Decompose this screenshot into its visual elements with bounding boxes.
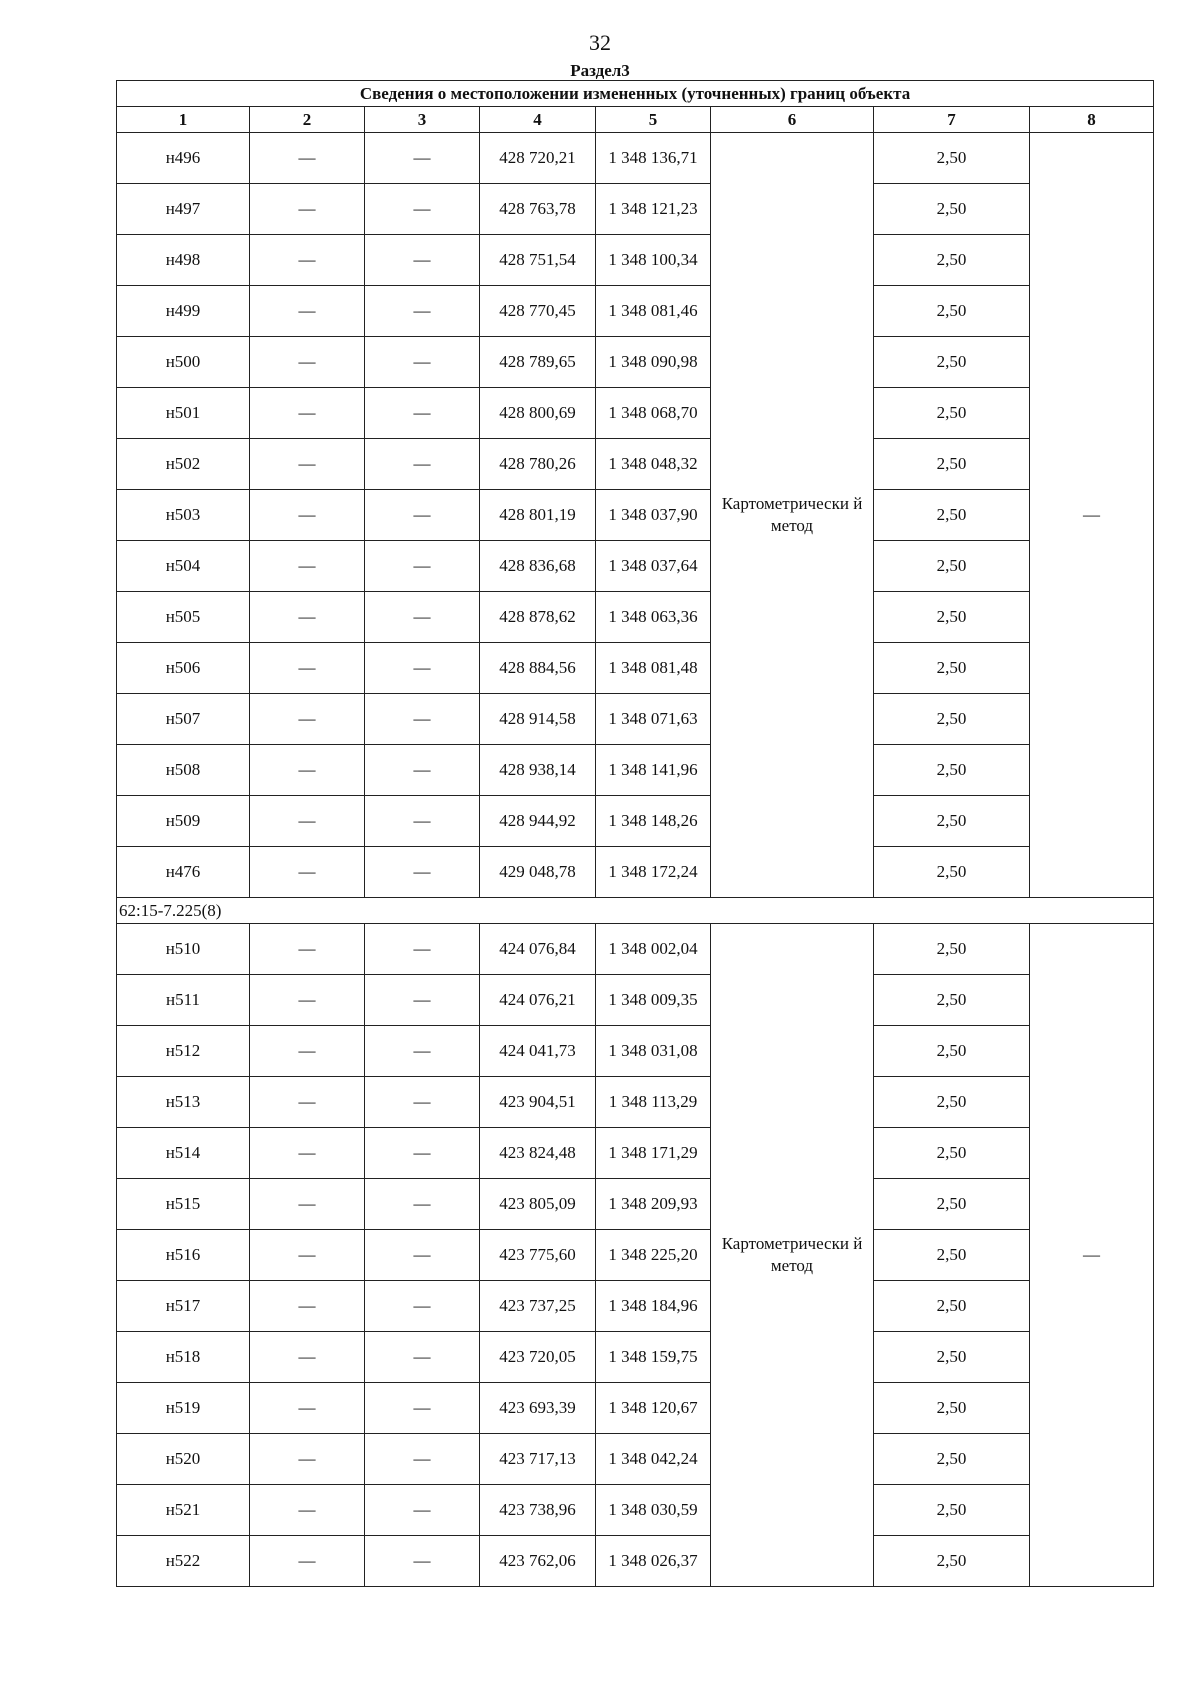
accuracy-value: 2,50 — [874, 745, 1030, 796]
table-row — [117, 796, 1154, 847]
point-name: н520 — [117, 1434, 250, 1485]
point-name: н506 — [117, 643, 250, 694]
column-number: 6 — [711, 107, 874, 133]
point-name: н503 — [117, 490, 250, 541]
table-row — [117, 1179, 1154, 1230]
column-2-value: — — [250, 439, 365, 490]
accuracy-value: 2,50 — [874, 133, 1030, 184]
y-coordinate: 1 348 030,59 — [596, 1485, 711, 1536]
accuracy-value: 2,50 — [874, 1128, 1030, 1179]
column-3-value: — — [365, 133, 480, 184]
y-coordinate: 1 348 068,70 — [596, 388, 711, 439]
column-number: 4 — [480, 107, 596, 133]
column-3-value: — — [365, 1485, 480, 1536]
accuracy-value: 2,50 — [874, 796, 1030, 847]
column-2-value: — — [250, 745, 365, 796]
y-coordinate: 1 348 071,63 — [596, 694, 711, 745]
accuracy-value: 2,50 — [874, 337, 1030, 388]
accuracy-value: 2,50 — [874, 1281, 1030, 1332]
x-coordinate: 423 775,60 — [480, 1230, 596, 1281]
column-3-value: — — [365, 694, 480, 745]
column-3-value: — — [365, 1434, 480, 1485]
table-row — [117, 133, 1154, 184]
column-number: 1 — [117, 107, 250, 133]
x-coordinate: 428 720,21 — [480, 133, 596, 184]
column-3-value: — — [365, 1179, 480, 1230]
y-coordinate: 1 348 063,36 — [596, 592, 711, 643]
table-row — [117, 1077, 1154, 1128]
column-3-value: — — [365, 847, 480, 898]
point-name: н521 — [117, 1485, 250, 1536]
accuracy-value: 2,50 — [874, 975, 1030, 1026]
x-coordinate: 428 878,62 — [480, 592, 596, 643]
column-3-value: — — [365, 1536, 480, 1587]
point-name: н517 — [117, 1281, 250, 1332]
table-row — [117, 235, 1154, 286]
point-name: н508 — [117, 745, 250, 796]
column-2-value: — — [250, 1332, 365, 1383]
accuracy-value: 2,50 — [874, 1230, 1030, 1281]
column-3-value: — — [365, 643, 480, 694]
y-coordinate: 1 348 081,48 — [596, 643, 711, 694]
accuracy-value: 2,50 — [874, 924, 1030, 975]
column-3-value: — — [365, 796, 480, 847]
y-coordinate: 1 348 120,67 — [596, 1383, 711, 1434]
table-row — [117, 1128, 1154, 1179]
x-coordinate: 428 770,45 — [480, 286, 596, 337]
column-8-value: — — [1030, 924, 1154, 1587]
point-name: н519 — [117, 1383, 250, 1434]
table-row — [117, 1434, 1154, 1485]
determination-method: Картометрически й метод — [711, 924, 874, 1587]
column-2-value: — — [250, 133, 365, 184]
coordinates-table — [116, 80, 1154, 1587]
y-coordinate: 1 348 159,75 — [596, 1332, 711, 1383]
x-coordinate: 428 938,14 — [480, 745, 596, 796]
x-coordinate: 424 076,84 — [480, 924, 596, 975]
point-name: н518 — [117, 1332, 250, 1383]
x-coordinate: 428 751,54 — [480, 235, 596, 286]
y-coordinate: 1 348 171,29 — [596, 1128, 711, 1179]
point-name: н516 — [117, 1230, 250, 1281]
x-coordinate: 428 801,19 — [480, 490, 596, 541]
column-2-value: — — [250, 184, 365, 235]
column-3-value: — — [365, 1077, 480, 1128]
column-2-value: — — [250, 643, 365, 694]
point-name: н509 — [117, 796, 250, 847]
column-2-value: — — [250, 541, 365, 592]
x-coordinate: 424 076,21 — [480, 975, 596, 1026]
column-3-value: — — [365, 1383, 480, 1434]
x-coordinate: 428 780,26 — [480, 439, 596, 490]
column-2-value: — — [250, 924, 365, 975]
column-2-value: — — [250, 694, 365, 745]
y-coordinate: 1 348 081,46 — [596, 286, 711, 337]
column-2-value: — — [250, 490, 365, 541]
column-3-value: — — [365, 235, 480, 286]
table-row — [117, 975, 1154, 1026]
x-coordinate: 423 717,13 — [480, 1434, 596, 1485]
point-name: н496 — [117, 133, 250, 184]
column-number: 3 — [365, 107, 480, 133]
column-2-value: — — [250, 1230, 365, 1281]
table-row — [117, 1536, 1154, 1587]
accuracy-value: 2,50 — [874, 1332, 1030, 1383]
point-name: н511 — [117, 975, 250, 1026]
accuracy-value: 2,50 — [874, 847, 1030, 898]
column-2-value: — — [250, 286, 365, 337]
x-coordinate: 423 762,06 — [480, 1536, 596, 1587]
point-name: н497 — [117, 184, 250, 235]
accuracy-value: 2,50 — [874, 1179, 1030, 1230]
x-coordinate: 428 800,69 — [480, 388, 596, 439]
x-coordinate: 423 693,39 — [480, 1383, 596, 1434]
column-3-value: — — [365, 184, 480, 235]
column-2-value: — — [250, 1026, 365, 1077]
accuracy-value: 2,50 — [874, 1485, 1030, 1536]
point-name: н476 — [117, 847, 250, 898]
point-name: н513 — [117, 1077, 250, 1128]
column-number: 7 — [874, 107, 1030, 133]
accuracy-value: 2,50 — [874, 541, 1030, 592]
x-coordinate: 428 836,68 — [480, 541, 596, 592]
x-coordinate: 423 805,09 — [480, 1179, 596, 1230]
point-name: н498 — [117, 235, 250, 286]
group-label: 62:15-7.225(8) — [117, 898, 1154, 924]
y-coordinate: 1 348 009,35 — [596, 975, 711, 1026]
section-label: Раздел3 — [570, 61, 630, 80]
column-3-value: — — [365, 541, 480, 592]
table-row — [117, 184, 1154, 235]
column-2-value: — — [250, 975, 365, 1026]
column-3-value: — — [365, 1332, 480, 1383]
y-coordinate: 1 348 113,29 — [596, 1077, 711, 1128]
column-number: 2 — [250, 107, 365, 133]
column-2-value: — — [250, 592, 365, 643]
column-3-value: — — [365, 975, 480, 1026]
y-coordinate: 1 348 225,20 — [596, 1230, 711, 1281]
x-coordinate: 423 824,48 — [480, 1128, 596, 1179]
column-2-value: — — [250, 1383, 365, 1434]
table-row — [117, 924, 1154, 975]
point-name: н522 — [117, 1536, 250, 1587]
table-row — [117, 439, 1154, 490]
y-coordinate: 1 348 172,24 — [596, 847, 711, 898]
column-3-value: — — [365, 439, 480, 490]
y-coordinate: 1 348 026,37 — [596, 1536, 711, 1587]
table-row — [117, 1485, 1154, 1536]
accuracy-value: 2,50 — [874, 643, 1030, 694]
table-row — [117, 1383, 1154, 1434]
page-number: 32 — [589, 30, 611, 55]
x-coordinate: 428 914,58 — [480, 694, 596, 745]
x-coordinate: 428 789,65 — [480, 337, 596, 388]
table-row — [117, 1281, 1154, 1332]
y-coordinate: 1 348 121,23 — [596, 184, 711, 235]
x-coordinate: 423 738,96 — [480, 1485, 596, 1536]
column-2-value: — — [250, 1179, 365, 1230]
column-3-value: — — [365, 1281, 480, 1332]
column-2-value: — — [250, 796, 365, 847]
point-name: н499 — [117, 286, 250, 337]
column-3-value: — — [365, 592, 480, 643]
accuracy-value: 2,50 — [874, 439, 1030, 490]
table-row — [117, 1230, 1154, 1281]
x-coordinate: 428 763,78 — [480, 184, 596, 235]
column-3-value: — — [365, 924, 480, 975]
accuracy-value: 2,50 — [874, 388, 1030, 439]
determination-method: Картометрически й метод — [711, 133, 874, 898]
y-coordinate: 1 348 209,93 — [596, 1179, 711, 1230]
column-3-value: — — [365, 490, 480, 541]
accuracy-value: 2,50 — [874, 490, 1030, 541]
accuracy-value: 2,50 — [874, 1434, 1030, 1485]
accuracy-value: 2,50 — [874, 1077, 1030, 1128]
table-row — [117, 847, 1154, 898]
table-row — [117, 388, 1154, 439]
column-2-value: — — [250, 847, 365, 898]
table-row — [117, 592, 1154, 643]
point-name: н501 — [117, 388, 250, 439]
y-coordinate: 1 348 048,32 — [596, 439, 711, 490]
y-coordinate: 1 348 141,96 — [596, 745, 711, 796]
column-3-value: — — [365, 388, 480, 439]
y-coordinate: 1 348 042,24 — [596, 1434, 711, 1485]
y-coordinate: 1 348 100,34 — [596, 235, 711, 286]
table-row — [117, 490, 1154, 541]
point-name: н510 — [117, 924, 250, 975]
table-row — [117, 286, 1154, 337]
x-coordinate: 423 904,51 — [480, 1077, 596, 1128]
x-coordinate: 428 884,56 — [480, 643, 596, 694]
accuracy-value: 2,50 — [874, 235, 1030, 286]
x-coordinate: 423 720,05 — [480, 1332, 596, 1383]
table-row — [117, 643, 1154, 694]
point-name: н502 — [117, 439, 250, 490]
table-row — [117, 745, 1154, 796]
accuracy-value: 2,50 — [874, 1383, 1030, 1434]
column-2-value: — — [250, 337, 365, 388]
y-coordinate: 1 348 148,26 — [596, 796, 711, 847]
point-name: н507 — [117, 694, 250, 745]
accuracy-value: 2,50 — [874, 1026, 1030, 1077]
table-row — [117, 541, 1154, 592]
column-3-value: — — [365, 337, 480, 388]
accuracy-value: 2,50 — [874, 286, 1030, 337]
table-row — [117, 337, 1154, 388]
table-caption: Сведения о местоположении измененных (уточненных) границ объекта — [117, 81, 1154, 107]
y-coordinate: 1 348 037,64 — [596, 541, 711, 592]
table-row — [117, 694, 1154, 745]
column-2-value: — — [250, 235, 365, 286]
column-2-value: — — [250, 1434, 365, 1485]
column-3-value: — — [365, 286, 480, 337]
x-coordinate: 423 737,25 — [480, 1281, 596, 1332]
column-number-row — [117, 107, 1154, 133]
y-coordinate: 1 348 037,90 — [596, 490, 711, 541]
y-coordinate: 1 348 136,71 — [596, 133, 711, 184]
y-coordinate: 1 348 090,98 — [596, 337, 711, 388]
column-number: 5 — [596, 107, 711, 133]
group-label-row — [117, 898, 1154, 924]
column-2-value: — — [250, 1536, 365, 1587]
table-body — [117, 133, 1154, 1587]
column-2-value: — — [250, 1128, 365, 1179]
column-2-value: — — [250, 1281, 365, 1332]
point-name: н512 — [117, 1026, 250, 1077]
accuracy-value: 2,50 — [874, 184, 1030, 235]
column-3-value: — — [365, 1026, 480, 1077]
accuracy-value: 2,50 — [874, 1536, 1030, 1587]
column-2-value: — — [250, 388, 365, 439]
column-3-value: — — [365, 745, 480, 796]
y-coordinate: 1 348 031,08 — [596, 1026, 711, 1077]
column-2-value: — — [250, 1077, 365, 1128]
point-name: н500 — [117, 337, 250, 388]
column-number: 8 — [1030, 107, 1154, 133]
table-row — [117, 1332, 1154, 1383]
point-name: н504 — [117, 541, 250, 592]
y-coordinate: 1 348 002,04 — [596, 924, 711, 975]
accuracy-value: 2,50 — [874, 592, 1030, 643]
column-2-value: — — [250, 1485, 365, 1536]
column-8-value: — — [1030, 133, 1154, 898]
accuracy-value: 2,50 — [874, 694, 1030, 745]
point-name: н515 — [117, 1179, 250, 1230]
y-coordinate: 1 348 184,96 — [596, 1281, 711, 1332]
x-coordinate: 429 048,78 — [480, 847, 596, 898]
column-3-value: — — [365, 1128, 480, 1179]
point-name: н505 — [117, 592, 250, 643]
point-name: н514 — [117, 1128, 250, 1179]
x-coordinate: 424 041,73 — [480, 1026, 596, 1077]
x-coordinate: 428 944,92 — [480, 796, 596, 847]
column-3-value: — — [365, 1230, 480, 1281]
table-row — [117, 1026, 1154, 1077]
